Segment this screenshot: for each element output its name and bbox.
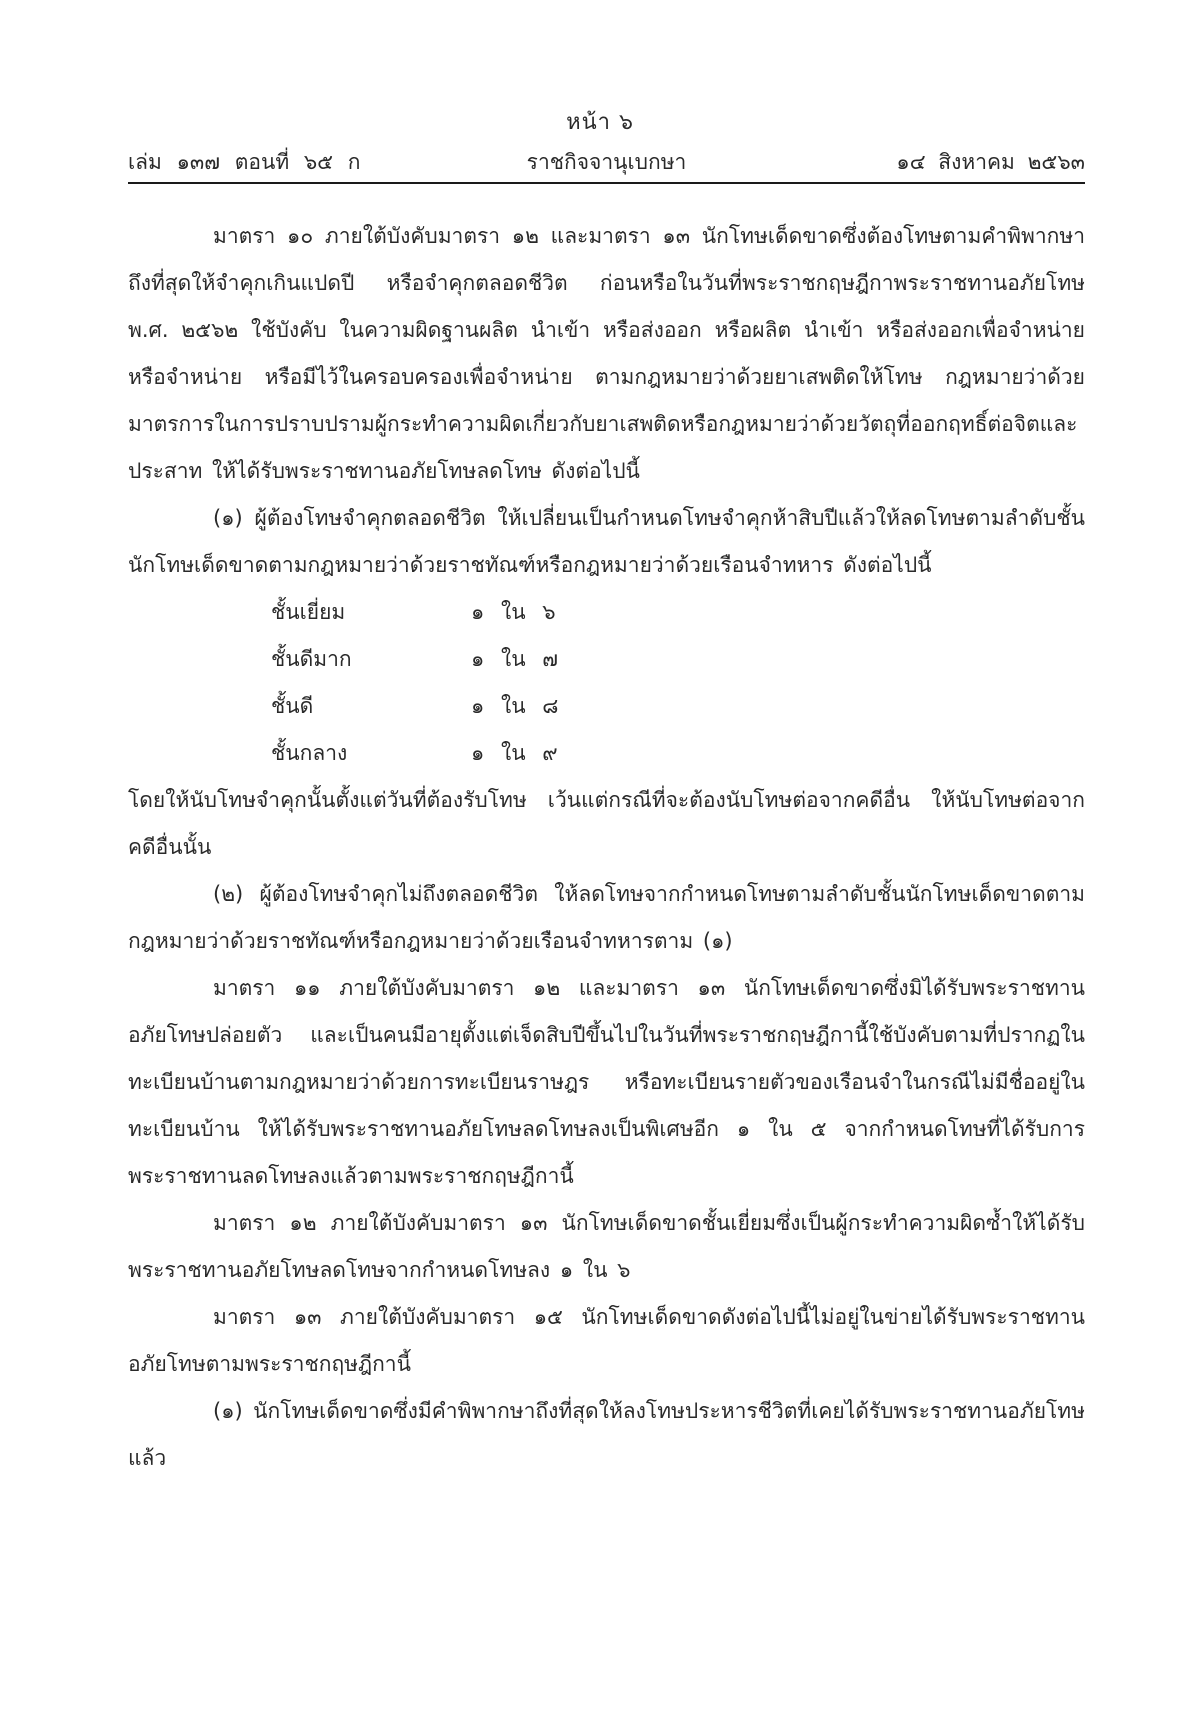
class-row xyxy=(271,683,1085,730)
class-ratio: ๑ ใน ๗ xyxy=(471,647,559,671)
section-10-item-1: (๑) ผู้ต้องโทษจำคุกตลอดชีวิต ให้เปลี่ยนเป็นกำหนดโทษจำคุกห้าสิบปีแล้วให้ลดโทษตามลำดับชั้นนักโทษเด็ดขาดตามกฎหมายว่าด้วยราชทัณฑ์หรือกฎหมายว่าด้วยเรือนจำทหาร ดังต่อไปนี้ xyxy=(128,506,1085,577)
class-row xyxy=(271,589,1085,636)
header-divider xyxy=(128,182,1085,184)
class-name: ชั้นเยี่ยม xyxy=(271,600,346,624)
class-name: ชั้นดี xyxy=(271,694,314,718)
section-10-item-2: (๒) ผู้ต้องโทษจำคุกไม่ถึงตลอดชีวิต ให้ลดโทษจากกำหนดโทษตามลำดับชั้นนักโทษเด็ดขาดตามกฎหมายว่าด้วยราชทัณฑ์หรือกฎหมายว่าด้วยเรือนจำทหารตาม (๑) xyxy=(128,882,1085,953)
class-name: ชั้นกลาง xyxy=(271,741,348,765)
document-body xyxy=(128,213,1085,1482)
class-ratio: ๑ ใน ๖ xyxy=(471,600,556,624)
class-name: ชั้นดีมาก xyxy=(271,647,352,671)
prisoner-class-table xyxy=(271,589,1085,777)
gazette-header xyxy=(128,146,1085,178)
section-10-item-1-continuation: โดยให้นับโทษจำคุกนั้นตั้งแต่วันที่ต้องรับโทษ เว้นแต่กรณีที่จะต้องนับโทษต่อจากคดีอื่น ให้นับโทษต่อจากคดีอื่นนั้น xyxy=(128,788,1085,859)
class-ratio: ๑ ใน ๘ xyxy=(471,694,559,718)
volume-issue: เล่ม ๑๓๗ ตอนที่ ๖๕ ก xyxy=(128,150,361,174)
class-row xyxy=(271,636,1085,683)
section-10-intro: มาตรา ๑๐ ภายใต้บังคับมาตรา ๑๒ และมาตรา ๑๓ นักโทษเด็ดขาดซึ่งต้องโทษตามคำพิพากษาถึงที่สุดให้จำคุกเกินแปดปี หรือจำคุกตลอดชีวิต ก่อนหรือในวันที่พระราชกฤษฎีกาพระราชทานอภัยโทษ พ.ศ. ๒๕๖๒ ใช้บังคับ ในความผิดฐานผลิต นำเข้า หรือส่งออก หรือผลิต นำเข้า หรือส่งออกเพื่อจำหน่าย หรือจำหน่าย หรือมีไว้ในครอบครองเพื่อจำหน่าย ตามกฎหมายว่าด้วยยาเสพติดให้โทษ กฎหมายว่าด้วยมาตรการในการปราบปรามผู้กระทำความผิดเกี่ยวกับยาเสพติดหรือกฎหมายว่าด้วยวัตถุที่ออกฤทธิ์ต่อจิตและประสาท ให้ได้รับพระราชทานอภัยโทษลดโทษ ดังต่อไปนี้ xyxy=(128,224,1085,483)
section-11: มาตรา ๑๑ ภายใต้บังคับมาตรา ๑๒ และมาตรา ๑๓ นักโทษเด็ดขาดซึ่งมิได้รับพระราชทานอภัยโทษปล่อยตัว และเป็นคนมีอายุตั้งแต่เจ็ดสิบปีขึ้นไปในวันที่พระราชกฤษฎีกานี้ใช้บังคับตามที่ปรากฏในทะเบียนบ้านตามกฎหมายว่าด้วยการทะเบียนราษฎร หรือทะเบียนรายตัวของเรือนจำในกรณีไม่มีชื่ออยู่ในทะเบียนบ้าน ให้ได้รับพระราชทานอภัยโทษลดโทษลงเป็นพิเศษอีก ๑ ใน ๕ จากกำหนดโทษที่ได้รับการพระราชทานลดโทษลงแล้วตามพระราชกฤษฎีกานี้ xyxy=(128,976,1085,1188)
section-12: มาตรา ๑๒ ภายใต้บังคับมาตรา ๑๓ นักโทษเด็ดขาดชั้นเยี่ยมซึ่งเป็นผู้กระทำความผิดซ้ำให้ได้รับพระราชทานอภัยโทษลดโทษจากกำหนดโทษลง ๑ ใน ๖ xyxy=(128,1211,1085,1282)
page-number: หน้า ๖ xyxy=(566,110,634,135)
publication-date: ๑๔ สิงหาคม ๒๕๖๓ xyxy=(896,150,1085,174)
class-ratio: ๑ ใน ๙ xyxy=(471,741,558,765)
publication-title: ราชกิจจานุเบกษา xyxy=(526,150,687,174)
class-row xyxy=(271,730,1085,777)
section-13-item-1: (๑) นักโทษเด็ดขาดซึ่งมีคำพิพากษาถึงที่สุดให้ลงโทษประหารชีวิตที่เคยได้รับพระราชทานอภัยโทษแล้ว xyxy=(128,1399,1085,1470)
section-13: มาตรา ๑๓ ภายใต้บังคับมาตรา ๑๕ นักโทษเด็ดขาดดังต่อไปนี้ไม่อยู่ในข่ายได้รับพระราชทานอภัยโทษตามพระราชกฤษฎีกานี้ xyxy=(128,1305,1085,1376)
